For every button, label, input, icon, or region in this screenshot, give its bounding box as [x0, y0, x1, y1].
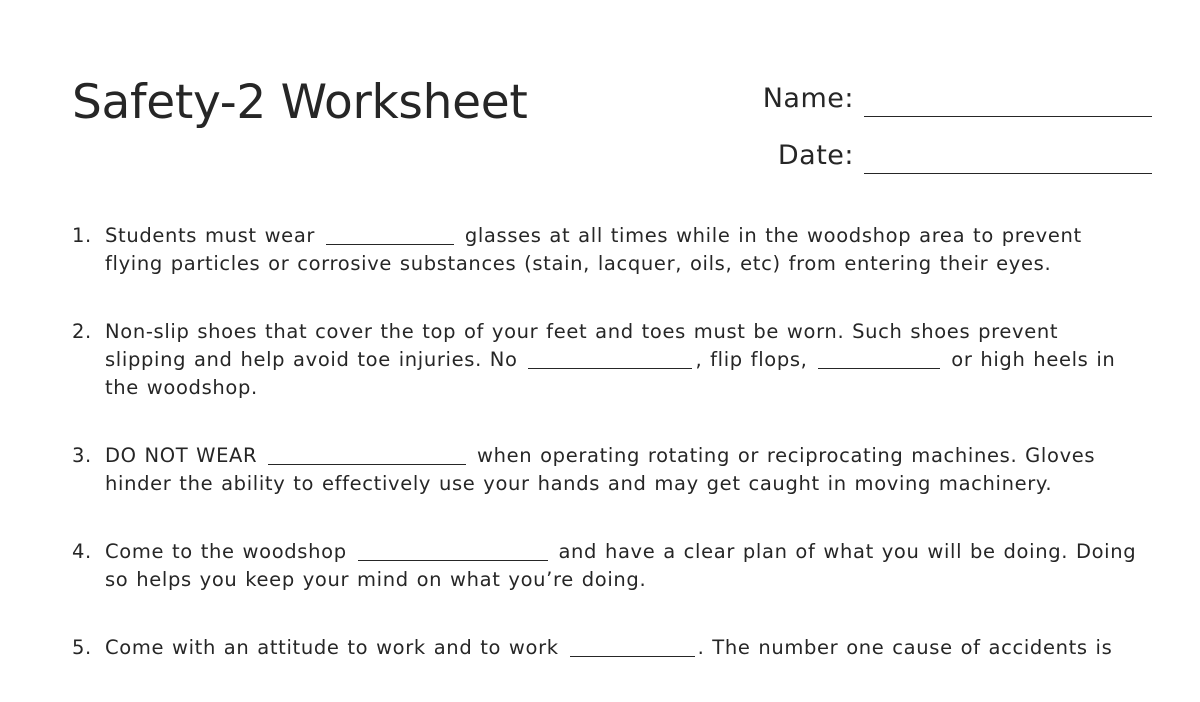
question-1 [72, 222, 1140, 278]
name-label: Name: [762, 83, 854, 114]
question-text: glasses at all times while in the woodshop area to prevent flying particles or corrosive substances (stain, lacquer, oils, etc) from entering their eyes. [105, 224, 1082, 275]
answer-blank[interactable] [358, 542, 548, 561]
date-label: Date: [777, 140, 854, 171]
question-2 [72, 318, 1140, 402]
worksheet-title: Safety-2 Worksheet [72, 75, 528, 130]
answer-blank[interactable] [818, 350, 940, 369]
question-text: Come with an attitude to work and to work [105, 636, 559, 659]
question-number: 4. [72, 540, 92, 563]
date-blank-line[interactable] [864, 173, 1152, 174]
question-text: or high heels in the woodshop. [105, 348, 1116, 399]
question-text: Students must wear [105, 224, 316, 247]
answer-blank[interactable] [268, 446, 466, 465]
answer-blank[interactable] [528, 350, 692, 369]
question-5 [72, 634, 1140, 662]
question-list [72, 222, 1140, 702]
date-field [778, 135, 1152, 175]
question-text: Non-slip shoes that cover the top of your feet and toes must be worn. Such shoes prevent slipping and help avoid toe injuries. No [105, 320, 1059, 371]
name-blank-line[interactable] [864, 116, 1152, 117]
question-text: , flip flops, [695, 348, 808, 371]
question-text: . The number one cause of accidents is [697, 636, 1113, 659]
question-number: 1. [72, 224, 92, 247]
question-text: Come to the woodshop [105, 540, 347, 563]
answer-blank[interactable] [326, 226, 454, 245]
question-number: 5. [72, 636, 92, 659]
name-field [763, 78, 1152, 118]
question-number: 2. [72, 320, 92, 343]
question-number: 3. [72, 444, 92, 467]
question-3 [72, 442, 1140, 498]
answer-blank[interactable] [570, 638, 695, 657]
question-text: DO NOT WEAR [105, 444, 258, 467]
question-text: when operating rotating or reciprocating machines. Gloves hinder the ability to effectively use your hands and may get caught in moving machinery. [105, 444, 1096, 495]
question-text: and have a clear plan of what you will be doing. Doing so helps you keep your mind on what you’re doing. [105, 540, 1137, 591]
question-4 [72, 538, 1140, 594]
